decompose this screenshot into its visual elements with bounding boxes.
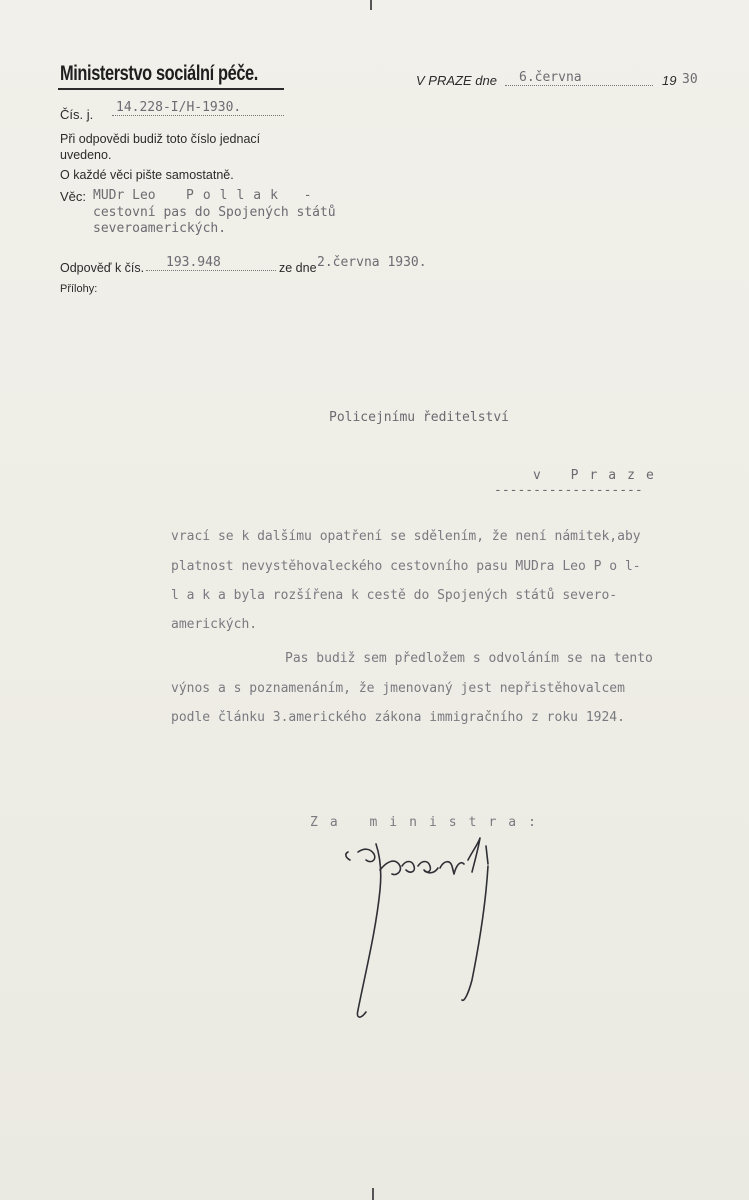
cis-value: 14.228-I/H-1930. — [112, 100, 284, 116]
body-p1-line1: vrací se k dalšímu opatření se sdělením, že není námitek,aby — [171, 529, 641, 544]
reply-label: Odpověď k čís. — [60, 261, 145, 275]
subject-line1-b: Pollak - — [186, 188, 321, 203]
date-day: 6.června — [505, 70, 653, 86]
note-number-line2: uvedeno. — [60, 148, 112, 162]
body-p2-line1: Pas budiž sem předložem s odvoláním se na tento — [285, 651, 653, 666]
place-label: V PRAZE dne — [416, 73, 497, 88]
subject-label: Věc: — [60, 189, 87, 204]
header-rule — [58, 88, 284, 90]
ministry-title: Ministerstvo sociální péče. — [60, 62, 258, 85]
reply-number: 193.948 — [146, 255, 276, 271]
body-p1-line4: amerických. — [171, 617, 258, 632]
subject-line3: severoamerických. — [93, 221, 227, 236]
subject-line2: cestovní pas do Spojených států — [93, 205, 336, 220]
addressee-underline: ------------------- — [494, 483, 643, 498]
year-prefix: 19 — [662, 73, 677, 88]
cis-field — [112, 100, 284, 116]
body-p2-line2: výnos a s poznamenáním, že jmenovaný jest nepřistěhovalcem — [171, 681, 625, 696]
year-suffix: 30 — [682, 72, 698, 87]
note-separate: O každé věci pište samostatně. — [60, 168, 234, 182]
handwritten-signature — [340, 830, 510, 1030]
date-field — [505, 70, 653, 86]
body-p1-line2: platnost nevystěhovaleckého cestovního pasu MUDra Leo P o l- — [171, 559, 641, 574]
note-number-line1: Při odpovědi budiž toto číslo jednací — [60, 132, 261, 146]
reply-date-label: ze dne — [279, 261, 317, 275]
closing-line: Za ministra: — [310, 815, 548, 830]
addressee-line1: Policejnímu ředitelství — [329, 410, 510, 425]
subject-line1-a: MUDr Leo — [93, 188, 156, 203]
body-p1-line3: l a k a byla rozšířena k cestě do Spojených států severo- — [171, 588, 618, 603]
cis-label: Čís. j. — [60, 107, 94, 122]
reply-number-field — [146, 255, 276, 271]
body-p2-line3: podle článku 3.amerického zákona immigračního z roku 1924. — [171, 710, 625, 725]
reply-date-value: 2.června 1930. — [317, 255, 427, 270]
top-edge-mark — [370, 0, 372, 10]
bottom-edge-mark — [372, 1188, 374, 1200]
attachments-label: Přílohy: — [60, 283, 98, 295]
addressee-line2: v Praze — [533, 468, 665, 483]
